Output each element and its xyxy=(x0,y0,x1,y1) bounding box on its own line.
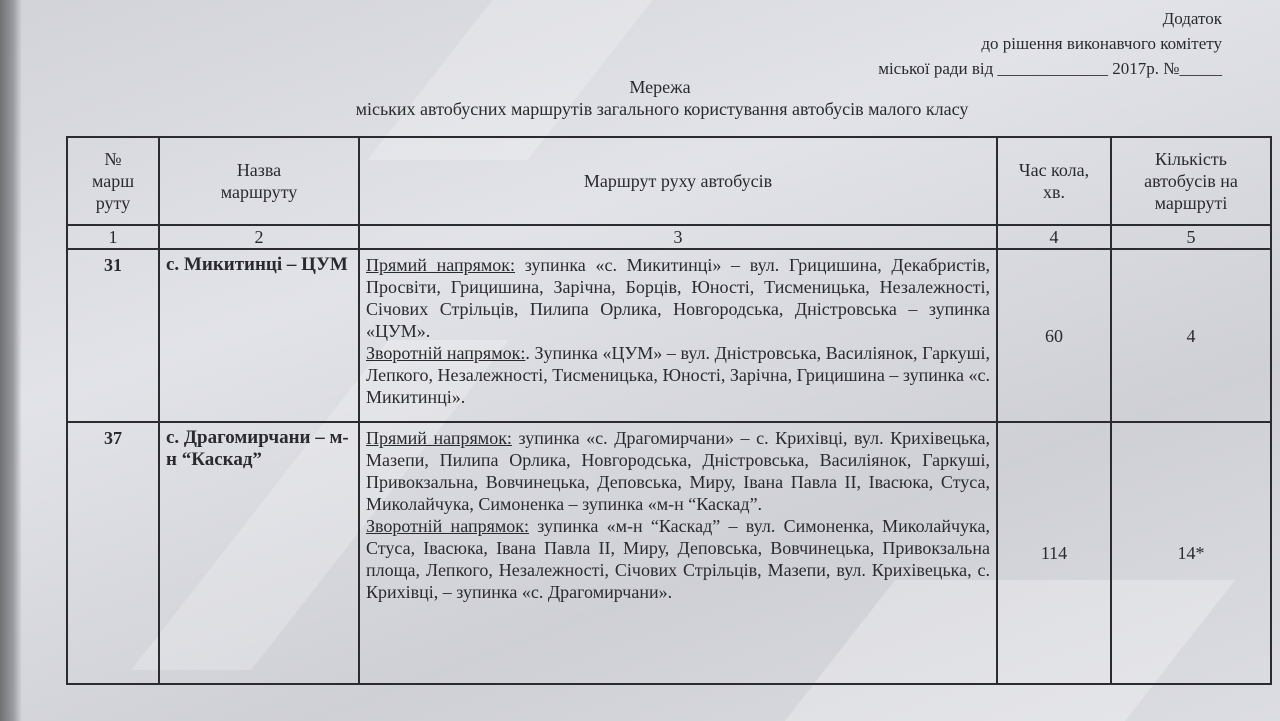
reverse-direction-label: Зворотній напрямок: xyxy=(366,343,526,363)
route-path xyxy=(359,249,997,422)
header-bus-count: Кількість автобусів на маршруті xyxy=(1111,137,1271,225)
appendix-line-2: до рішення виконавчого комітету xyxy=(981,34,1222,53)
bus-count: 4 xyxy=(1111,249,1271,422)
forward-direction-text: зупинка «с. Драгомирчани» – с. Крихівці, вул. Крихівецька, Мазепи, Пилипа Орлика, Новгородська, Дністровська, Василіянок, Гаркуші, Привокзальна, Вовчинецька, Деповська, Миру, Івана Павла ІІ, Івасюка, Стуса, Миколайчука, Симоненка – зупинка «м-н “Каскад”. xyxy=(366,428,990,514)
reverse-direction-text: . Зупинка «ЦУМ» – вул. Дністровська, Василіянок, Гаркуші, Лепкого, Незалежності, Тисменицька, Юності, Зарічна, Грицишина – зупинка «с. Микитинці». xyxy=(366,343,990,407)
appendix-line-1: Додаток xyxy=(1162,9,1222,28)
reverse-direction-label: Зворотній напрямок: xyxy=(366,516,529,536)
table-header-row xyxy=(67,137,1271,225)
document-title: Мережа xyxy=(629,77,691,97)
header-route-path: Маршрут руху автобусів xyxy=(359,137,997,225)
column-number: 5 xyxy=(1111,225,1271,249)
page-edge-shadow xyxy=(0,0,22,721)
reverse-direction-text: зупинка «м-н “Каскад” – вул. Симоненка, Миколайчука, Стуса, Івасюка, Івана Павла ІІ, Миру, Деповська, Вовчинецька, Привокзальна площа, Лепкого, Незалежності, Січових Стрільців, Мазепи, вул. Крихівецька, с. Крихівці, – зупинка «с. Драгомирчани». xyxy=(366,516,990,602)
forward-direction-label: Прямий напрямок: xyxy=(366,255,516,275)
document-subtitle: міських автобусних маршрутів загального користування автобусів малого класу xyxy=(355,99,969,119)
table-row xyxy=(67,249,1271,422)
column-number: 3 xyxy=(359,225,997,249)
header-round-time: Час кола, хв. xyxy=(997,137,1111,225)
round-time: 60 xyxy=(997,249,1111,422)
route-name: с. Микитинці – ЦУМ xyxy=(159,249,359,422)
route-path xyxy=(359,422,997,684)
routes-table xyxy=(66,136,1272,685)
column-number: 4 xyxy=(997,225,1111,249)
column-number: 1 xyxy=(67,225,159,249)
header-route-name: Назва маршруту xyxy=(159,137,359,225)
forward-direction-text: зупинка «с. Микитинці» – вул. Грицишина, Декабристів, Просвіти, Грицишина, Зарічна, Борців, Юності, Тисменицька, Незалежності, Січових Стрільців, Пилипа Орлика, Новгородська, Дністровська – зупинка «ЦУМ». xyxy=(366,255,990,341)
appendix-header xyxy=(878,6,1222,81)
table-row xyxy=(67,422,1271,684)
route-number: 37 xyxy=(67,422,159,684)
route-name: с. Драгомирчани – м-н “Каскад” xyxy=(159,422,359,684)
forward-direction-label: Прямий напрямок: xyxy=(366,428,512,448)
appendix-line-3: міської ради від _____________ 2017р. №_____ xyxy=(878,59,1222,78)
round-time: 114 xyxy=(997,422,1111,684)
bus-count: 14* xyxy=(1111,422,1271,684)
header-route-number: № марш руту xyxy=(67,137,159,225)
column-number: 2 xyxy=(159,225,359,249)
route-number: 31 xyxy=(67,249,159,422)
column-number-row xyxy=(67,225,1271,249)
